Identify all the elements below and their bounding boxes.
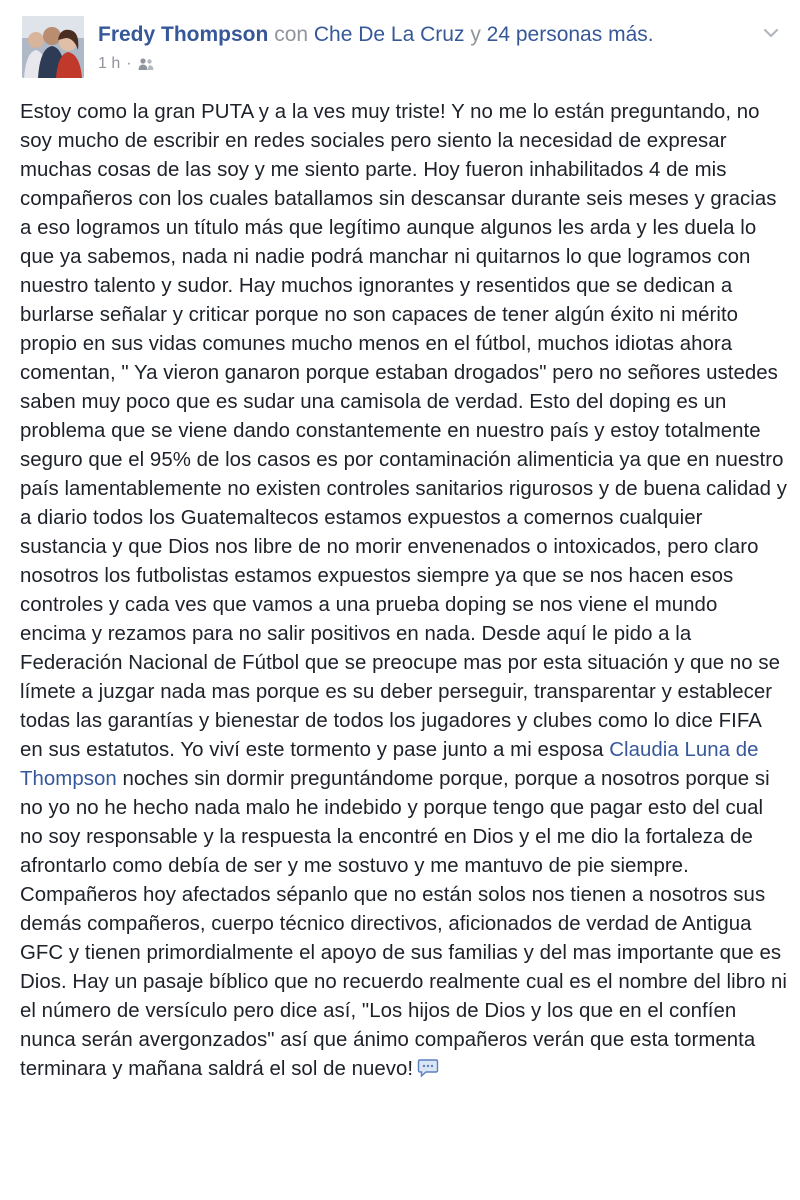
author-line [98,22,654,48]
tagged-person-link[interactable]: Che De La Cruz [313,23,465,46]
others-link[interactable]: 24 personas más. [486,23,654,46]
and-connector: y [470,23,481,46]
chevron-down-icon[interactable] [760,22,782,44]
meta-separator: · [126,55,132,72]
avatar[interactable] [22,16,84,78]
speech-bubble-icon [417,1058,439,1078]
mention-link[interactable]: Claudia Luna de Thompson [20,739,759,790]
post-text-part-2: noches sin dormir preguntándome porque, porque a nosotros porque si no yo no he hecho nada malo he indebido y porque tengo que pagar esto del cual no soy responsable y la respuesta la encontré en Dios y el me dio la fortaleza de afrontarlo como debía de ser y me sostuvo y me mantuvo de pie siempre. Compañeros hoy afectados sépanlo que no están solos nos tienen a nosotros sus demás compañeros, cuerpo técnico directivos, aficionados de verdad de Antigua GFC y tienen primordialmente el apoyo de sus familias y del mas importante que es Dios. Hay un pasaje bíblico que no recuerdo realmente cual es el nombre del libro ni el número de versículo pero dice así, "Los hijos de Dios y los que en el confíen nunca serán avergonzados" así que ánimo compañeros verán que esta tormenta terminara y mañana saldrá el sol de nuevo! [20,768,788,1080]
timestamp-link[interactable]: 1 h [98,55,121,72]
author-name-link[interactable]: Fredy Thompson [98,23,269,46]
post-text-part-1: Estoy como la gran PUTA y a la ves muy triste! Y no me lo están preguntando, no soy mucho de escribir en redes sociales pero siento la necesidad de expresar muchas cosas de las soy y me siento parte. Hoy fueron inhabilitados 4 de mis compañeros con los cuales batallamos sin descansar durante seis meses y gracias a eso logramos un título más que legítimo aunque algunos les arda y les duela lo que ya sabemos, nada ni nadie podrá manchar ni quitarnos lo que logramos con nuestro talento y sudor. Hay muchos ignorantes y resentidos que se dedican a burlarse señalar y criticar porque no son capaces de tener algún éxito ni mérito propio en sus vidas comunes mucho menos en el fútbol, muchos idiotas ahora comentan, " Ya vieron ganaron porque estaban drogados" pero no señores ustedes saben muy poco que es sudar una camisola de verdad. Esto del doping es un problema que se viene dando constantemente en nuestro país y estoy totalmente seguro que el 95% de los casos es por contaminación alimenticia ya que en nuestro país lamentablemente no existen controles sanitarios rigurosos y de buena calidad y a diario todos los Guatemaltecos estamos expuestos a comernos cualquier sustancia y que Dios nos libre de no morir envenenados o intoxicados, pero claro nosotros los futbolistas estamos expuestos siempre ya que se nos hacen esos controles y cada ves que vamos a una prueba doping se nos viene el mundo encima y rezamos para no salir positivos en nada. Desde aquí le pido a la Federación Nacional de Fútbol que se preocupe mas por esta situación y que no se límete a juzgar nada mas porque es su deber perseguir, transparentar y establecer todas las garantías y bienestar de todos los jugadores y clubes como lo dice FIFA en sus estatutos. Yo viví este tormento y pase junto a mi esposa [20,101,787,761]
with-connector: con [274,23,309,46]
post-meta [98,54,154,74]
avatar-image [22,16,84,78]
post-header [22,16,782,86]
friends-icon[interactable] [138,57,154,71]
post-body [20,98,788,1084]
